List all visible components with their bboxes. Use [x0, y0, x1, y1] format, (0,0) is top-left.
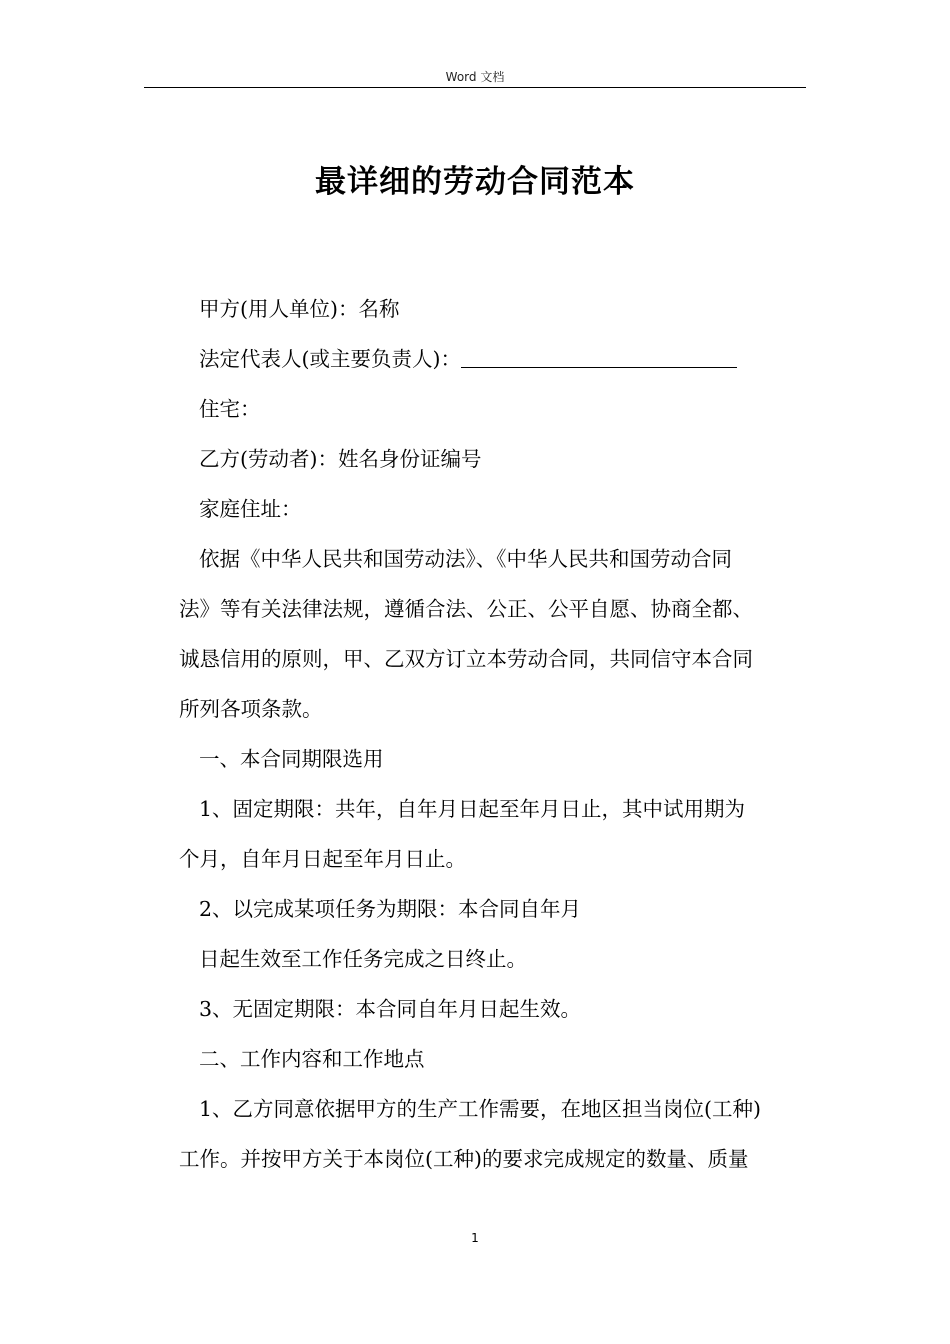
- paragraph-line: 甲方(用人单位)：名称: [199, 297, 400, 321]
- paragraph-line: 2、以完成某项任务为期限：本合同自年月: [199, 897, 582, 921]
- paragraph-line: 个月，自年月日起至年月日止。: [179, 847, 466, 871]
- page-number: 1: [471, 1231, 479, 1245]
- paragraph-line: 诚恳信用的原则，甲、乙双方订立本劳动合同，共同信守本合同: [179, 647, 753, 671]
- paragraph-line: 1、乙方同意依据甲方的生产工作需要，在地区担当岗位(工种): [199, 1097, 762, 1121]
- header-rule: [144, 87, 806, 88]
- paragraph-line: 依据《中华人民共和国劳动法》、《中华人民共和国劳动合同: [199, 547, 732, 571]
- section-heading: 二、工作内容和工作地点: [199, 1047, 425, 1071]
- paragraph-line: 3、无固定期限：本合同自年月日起生效。: [199, 997, 582, 1021]
- page-header-text: Word 文档: [445, 70, 505, 84]
- paragraph-line: 日起生效至工作任务完成之日终止。: [199, 947, 527, 971]
- paragraph-line-text: 法定代表人(或主要负责人)：: [199, 347, 461, 371]
- paragraph-line: 住宅：: [199, 397, 261, 421]
- paragraph-line: 工作。并按甲方关于本岗位(工种)的要求完成规定的数量、质量: [179, 1147, 749, 1171]
- paragraph-line: 家庭住址：: [199, 497, 302, 521]
- document-title: 最详细的劳动合同范本: [315, 164, 635, 200]
- paragraph-line: 所列各项条款。: [179, 697, 323, 721]
- paragraph-line: 法》等有关法律法规，遵循合法、公正、公平自愿、协商全都、: [179, 597, 753, 621]
- fill-in-blank: [461, 343, 737, 368]
- paragraph-line: 乙方(劳动者)：姓名身份证编号: [199, 447, 482, 471]
- paragraph-line: 1、固定期限：共年，自年月日起至年月日止，其中试用期为: [199, 797, 746, 821]
- section-heading: 一、本合同期限选用: [199, 747, 384, 771]
- document-body: [179, 290, 804, 1190]
- paragraph-line-representative: [179, 340, 804, 390]
